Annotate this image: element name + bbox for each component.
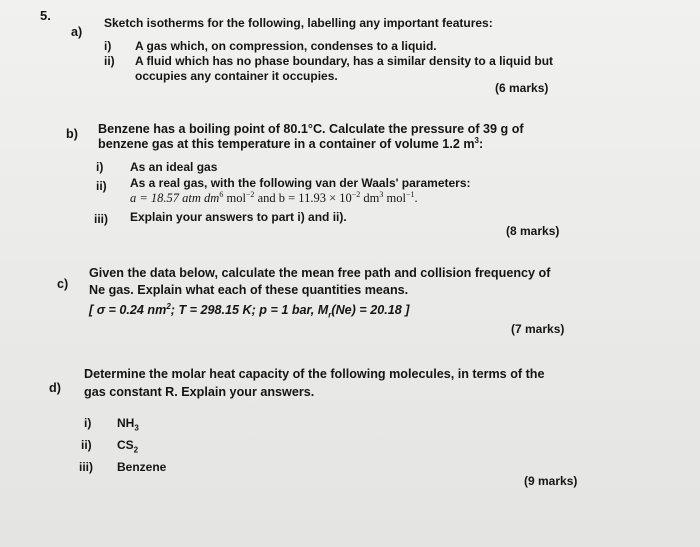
part-b-line2 bbox=[98, 137, 483, 151]
vdw-and: and bbox=[254, 191, 279, 205]
part-b-item-3-text: Explain your answers to part i) and ii). bbox=[130, 210, 347, 224]
part-d-item-3-label: iii) bbox=[79, 460, 93, 474]
part-d-item-2-label: ii) bbox=[81, 438, 92, 452]
part-d-marks: (9 marks) bbox=[524, 474, 578, 488]
part-d-label: d) bbox=[49, 381, 61, 395]
vdw-b-post: . bbox=[414, 191, 418, 205]
part-a-prompt: Sketch isotherms for the following, labelling any important features: bbox=[104, 16, 493, 30]
part-c-data-mid: ; T = 298.15 K; p = 1 bar, M bbox=[170, 303, 329, 317]
vdw-b-mid: dm bbox=[360, 191, 380, 205]
vdw-b-value: b = 11.93 × 10 bbox=[278, 191, 352, 205]
part-a-item-1-text: A gas which, on compression, condenses to a liquid. bbox=[135, 39, 437, 53]
part-d-line2: gas constant R. Explain your answers. bbox=[84, 385, 315, 399]
part-d-item-3-text: Benzene bbox=[117, 460, 167, 474]
vdw-a-sup2: −2 bbox=[245, 189, 255, 199]
part-b-marks: (8 marks) bbox=[506, 224, 560, 238]
part-d-item-2-sub: 2 bbox=[133, 445, 139, 455]
part-c-marks: (7 marks) bbox=[511, 322, 565, 336]
question-number: 5. bbox=[40, 8, 51, 23]
part-d-item-1-sub: 3 bbox=[134, 423, 139, 433]
part-c-data-post: (Ne) = 20.18 ] bbox=[331, 303, 410, 317]
part-b-item-1-text: As an ideal gas bbox=[130, 160, 218, 174]
vdw-b-sup1: −2 bbox=[351, 189, 361, 199]
vdw-b-sup2: 3 bbox=[379, 189, 384, 199]
vdw-a-value: a = 18.57 atm dm bbox=[130, 191, 220, 205]
part-a-label: a) bbox=[71, 25, 83, 39]
part-a-item-2-line2: occupies any container it occupies. bbox=[135, 69, 338, 83]
part-b-item-2-label: ii) bbox=[96, 179, 107, 193]
part-d-item-1-label: i) bbox=[84, 416, 92, 430]
part-d-item-1-text: NH bbox=[117, 416, 135, 430]
part-c-data-text: [ σ = 0.24 nm bbox=[89, 303, 167, 317]
part-c-line2: Ne gas. Explain what each of these quantities means. bbox=[89, 283, 409, 297]
part-b-item-1-label: i) bbox=[96, 160, 104, 174]
part-c-line1: Given the data below, calculate the mean free path and collision frequency of bbox=[89, 266, 551, 280]
part-a-marks: (6 marks) bbox=[495, 81, 549, 95]
part-d-line1: Determine the molar heat capacity of the following molecules, in terms of the bbox=[84, 367, 545, 381]
vdw-b-mid2: mol bbox=[383, 191, 406, 205]
vdw-a-mid: mol bbox=[223, 191, 246, 205]
part-c-data-sub: r bbox=[328, 310, 332, 320]
vdw-a-sup1: 6 bbox=[219, 189, 224, 199]
part-d-item-2-text: CS bbox=[117, 438, 134, 452]
vdw-parameters bbox=[130, 191, 418, 206]
part-b-line2-text: benzene gas at this temperature in a container of volume 1.2 m bbox=[98, 137, 475, 151]
part-b-item-3-label: iii) bbox=[94, 212, 108, 226]
part-c-label: c) bbox=[57, 277, 69, 291]
part-d-item-1-formula bbox=[117, 416, 139, 433]
part-a-item-2-line1: A fluid which has no phase boundary, has a similar density to a liquid but bbox=[135, 54, 554, 68]
part-b-label: b) bbox=[66, 127, 78, 141]
part-a-item-2-label: ii) bbox=[104, 54, 115, 68]
part-c-data-sup: 2 bbox=[166, 301, 171, 311]
part-d-item-2-formula bbox=[117, 438, 139, 455]
part-b-item-2-text: As a real gas, with the following van der Waals' parameters: bbox=[130, 176, 471, 190]
part-b-line2-post: : bbox=[478, 137, 484, 151]
part-a-item-1-label: i) bbox=[104, 39, 112, 53]
vdw-b-sup3: −1 bbox=[405, 189, 415, 199]
part-c-data bbox=[89, 301, 410, 320]
part-b-line1: Benzene has a boiling point of 80.1°C. Calculate the pressure of 39 g of bbox=[98, 122, 524, 136]
part-b-line2-sup: 3 bbox=[474, 135, 479, 145]
